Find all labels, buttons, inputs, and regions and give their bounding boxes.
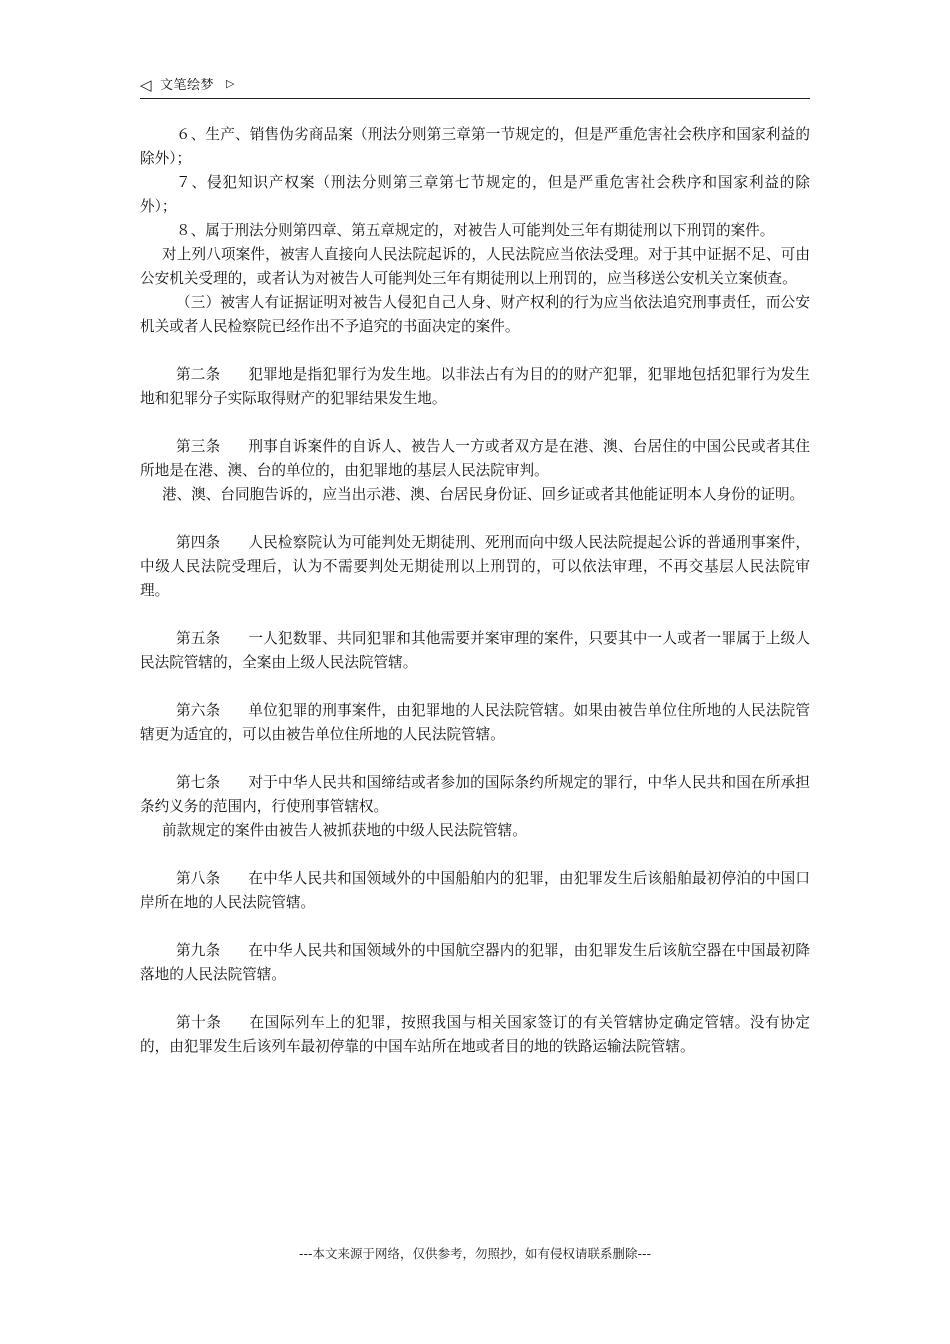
article-number: 第二条 <box>176 366 221 383</box>
article-text: 在国际列车上的犯罪，按照我国与相关国家签订的有关管辖协定确定管辖。没有协定的，由犯罪发生后该列车最初停靠的中国车站所在地或者目的地的铁路运输法院管辖。 <box>140 1014 810 1055</box>
article-8 <box>140 867 810 915</box>
paragraph-section-three: （三）被害人有证据证明对被告人侵犯自己人身、财产权利的行为应当依法追究刑事责任，而公安机关或者人民检察院已经作出不予追究的书面决定的案件。 <box>140 294 810 335</box>
paragraph-eight-cases: 对上列八项案件，被害人直接向人民法院起诉的，人民法院应当依法受理。对于其中证据不足、可由公安机关受理的，或者认为对被告人可能判处三年有期徒刑以上刑罚的，应当移送公安机关立案侦查。 <box>140 246 810 287</box>
article-number: 第七条 <box>176 774 221 791</box>
article-text: 人民检察院认为可能判处无期徒刑、死刑而向中级人民法院提起公诉的普通刑事案件，中级人民法院受理后，认为不需要判处无期徒刑以上刑罚的，可以依法审理，不再交基层人民法院审理。 <box>140 534 810 599</box>
article-4 <box>140 531 810 603</box>
article-text: 在中华人民共和国领域外的中国航空器内的犯罪，由犯罪发生后该航空器在中国最初降落地的人民法院管辖。 <box>140 942 810 983</box>
document-body <box>140 123 810 1059</box>
article-number: 第八条 <box>176 870 221 887</box>
triangle-left-icon: ◁ <box>140 76 152 94</box>
article-7-extra: 前款规定的案件由被告人被抓获地的中级人民法院管辖。 <box>162 822 527 839</box>
paragraph-item-7: ７、侵犯知识产权案（刑法分则第三章第七节规定的，但是严重危害社会秩序和国家利益的除外）； <box>140 174 810 215</box>
article-number: 第三条 <box>176 438 221 455</box>
page-header <box>140 76 810 99</box>
triangle-right-icon: ▷ <box>226 77 235 90</box>
article-6 <box>140 699 810 747</box>
brand-title: 文笔绘梦 <box>160 78 215 93</box>
article-number: 第十条 <box>176 1014 222 1031</box>
article-text: 单位犯罪的刑事案件，由犯罪地的人民法院管辖。如果由被告单位住所地的人民法院管辖更为适宜的，可以由被告单位住所地的人民法院管辖。 <box>140 702 810 743</box>
article-9 <box>140 939 810 987</box>
article-text: 犯罪地是指犯罪行为发生地。以非法占有为目的的财产犯罪，犯罪地包括犯罪行为发生地和犯罪分子实际取得财产的犯罪结果发生地。 <box>140 366 810 407</box>
article-10 <box>140 1011 810 1059</box>
article-text: 一人犯数罪、共同犯罪和其他需要并案审理的案件，只要其中一人或者一罪属于上级人民法院管辖的，全案由上级人民法院管辖。 <box>140 630 810 671</box>
article-text: 在中华人民共和国领域外的中国船舶内的犯罪，由犯罪发生后该船舶最初停泊的中国口岸所在地的人民法院管辖。 <box>140 870 810 911</box>
article-5 <box>140 627 810 675</box>
footer-disclaimer: ---本文来源于网络，仅供参考，勿照抄，如有侵权请联系删除--- <box>298 1246 652 1261</box>
paragraph-item-6: ６、生产、销售伪劣商品案（刑法分则第三章第一节规定的，但是严重危害社会秩序和国家利益的除外）； <box>140 126 810 167</box>
article-number: 第九条 <box>176 942 221 959</box>
article-2 <box>140 363 810 411</box>
paragraph-item-8: ８、属于刑法分则第四章、第五章规定的，对被告人可能判处三年有期徒刑以下刑罚的案件。 <box>176 222 775 239</box>
article-number: 第五条 <box>176 630 221 647</box>
article-text: 刑事自诉案件的自诉人、被告人一方或者双方是在港、澳、台居住的中国公民或者其住所地是在港、澳、台的单位的，由犯罪地的基层人民法院审判。 <box>140 438 810 479</box>
article-3 <box>140 435 810 483</box>
article-number: 第四条 <box>176 534 221 551</box>
article-7 <box>140 771 810 819</box>
article-3-extra: 港、澳、台同胞告诉的，应当出示港、澳、台居民身份证、回乡证或者其他能证明本人身份的证明。 <box>162 486 805 503</box>
article-number: 第六条 <box>176 702 221 719</box>
article-text: 对于中华人民共和国缔结或者参加的国际条约所规定的罪行，中华人民共和国在所承担条约义务的范围内，行使刑事管辖权。 <box>140 774 810 815</box>
